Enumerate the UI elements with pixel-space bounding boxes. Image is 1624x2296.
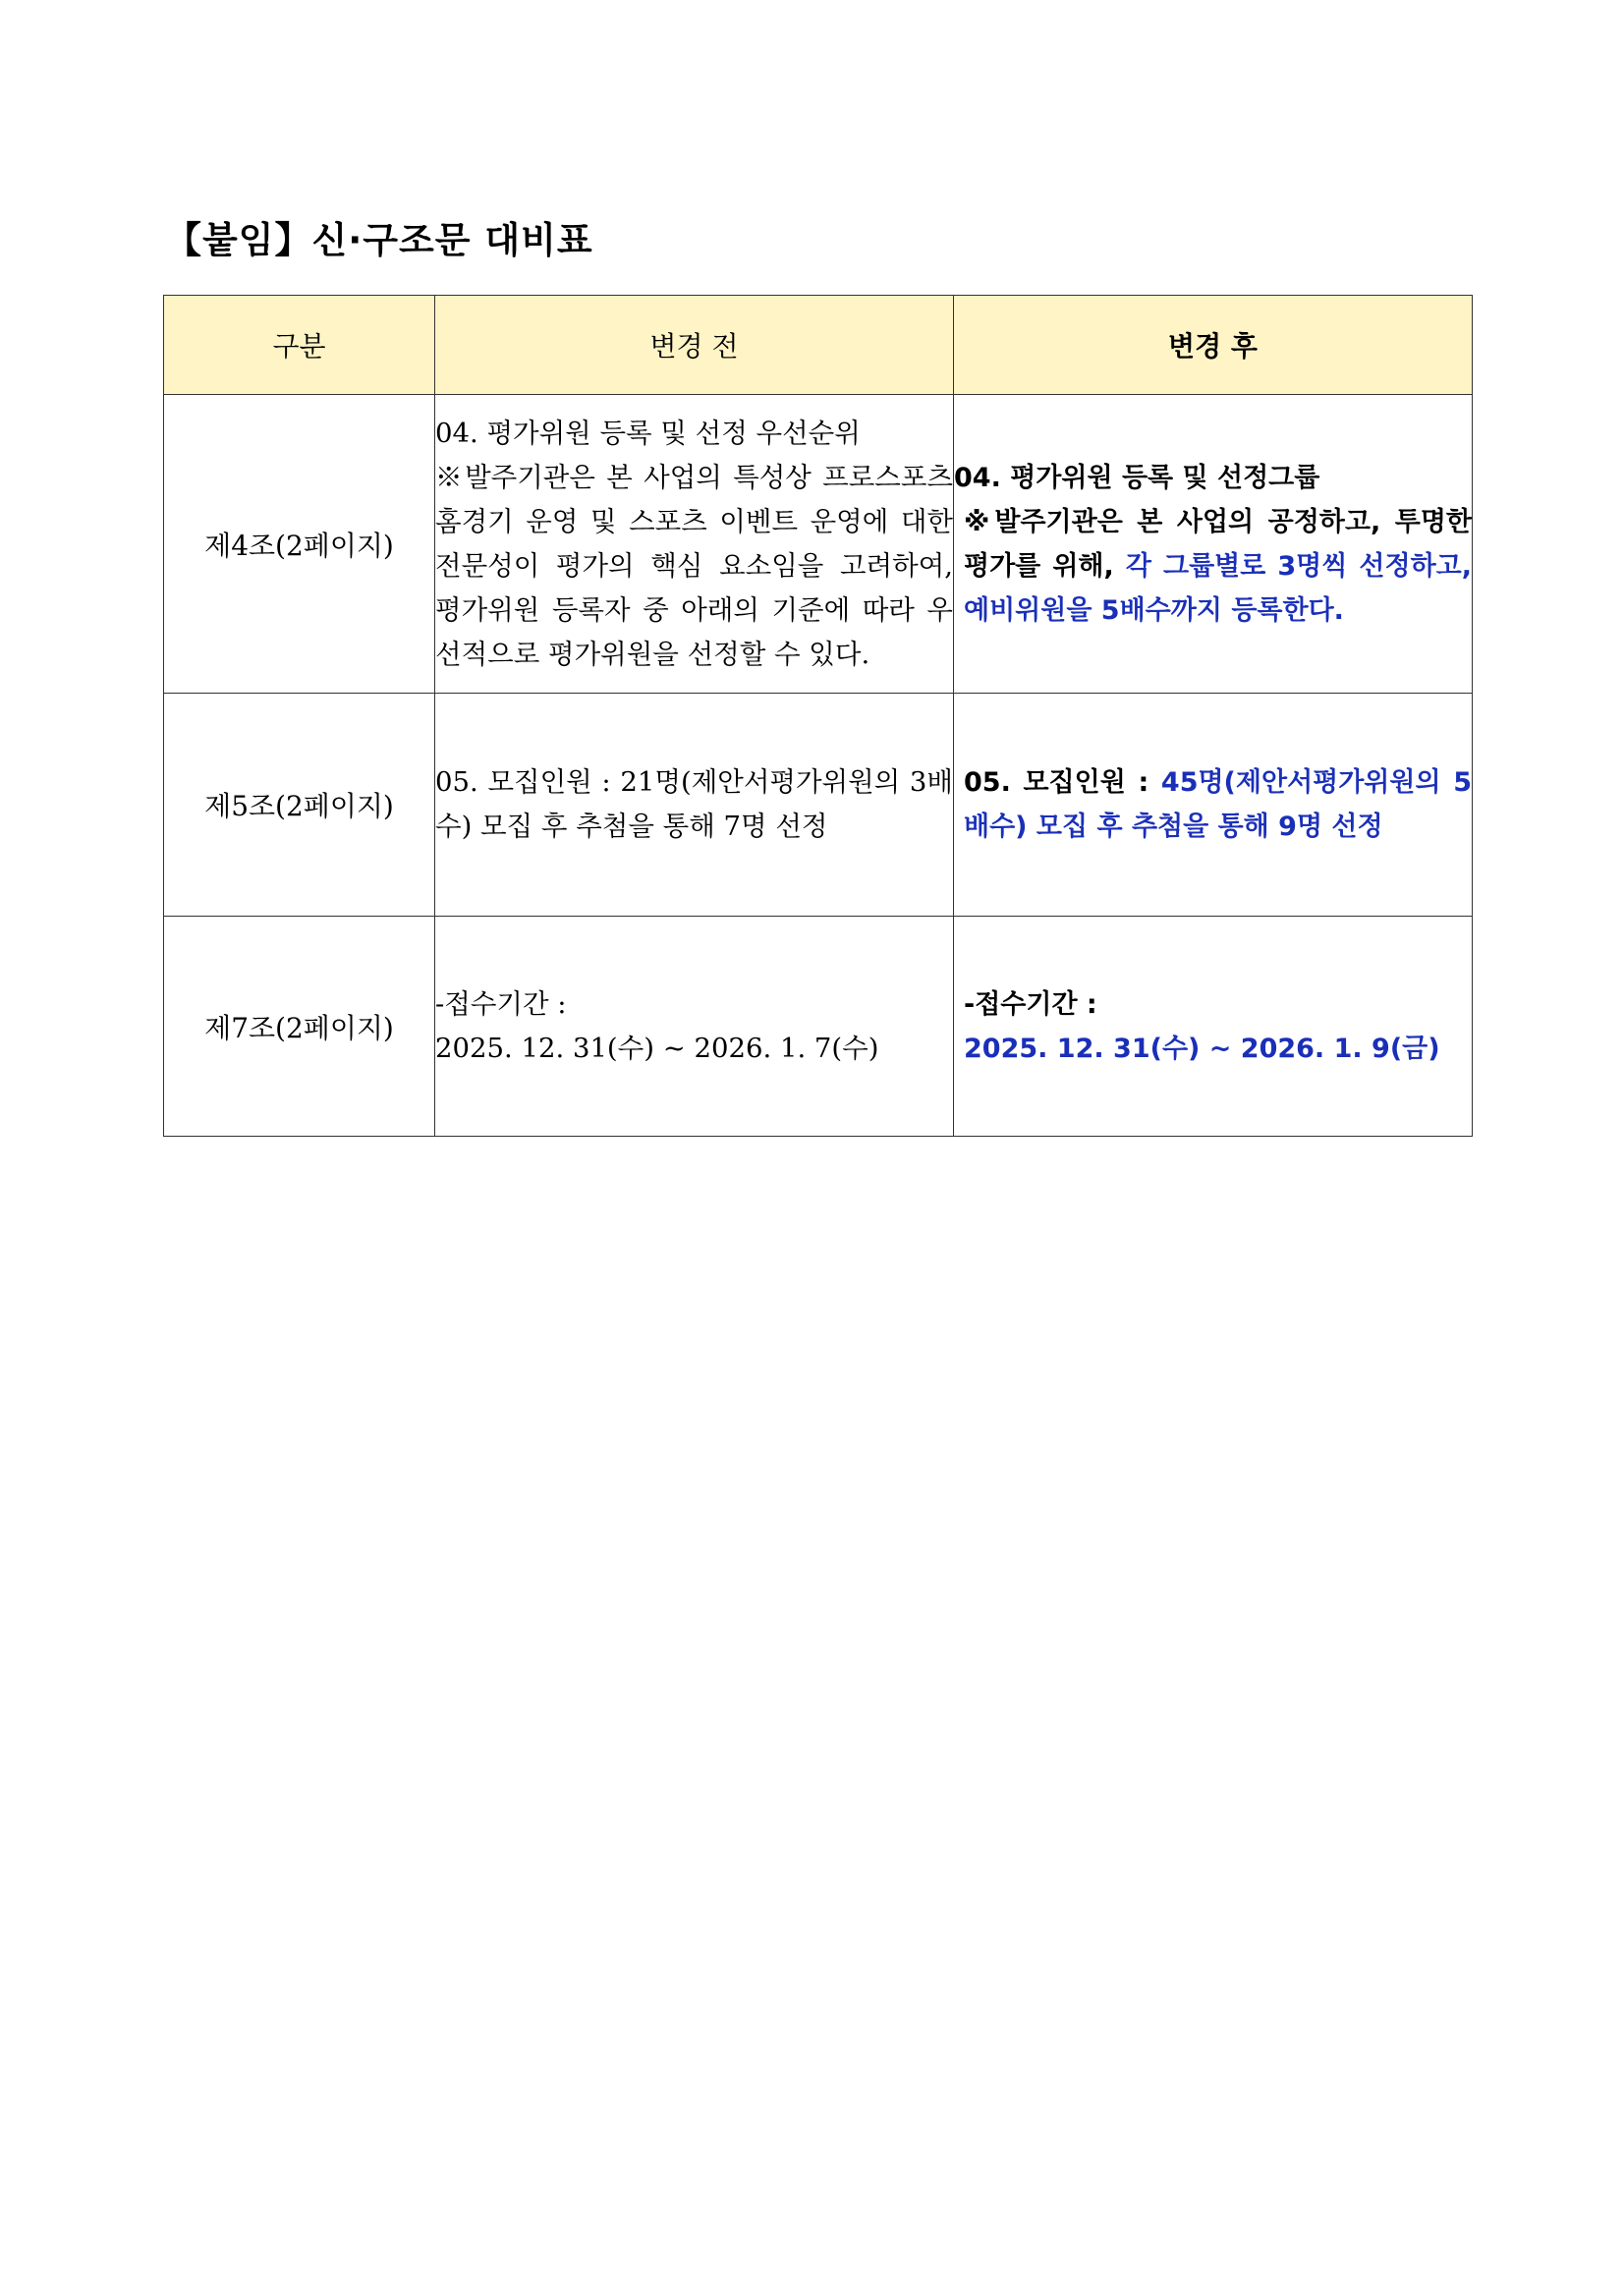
before-cell xyxy=(435,395,954,694)
comparison-table xyxy=(163,295,1473,1137)
before-label: -접수기간 : xyxy=(435,987,567,1020)
header-section: 구분 xyxy=(164,296,435,395)
before-heading: 04. 평가위원 등록 및 선정 우선순위 xyxy=(435,417,861,449)
header-after: 변경 후 xyxy=(954,296,1473,395)
before-text: ※발주기관은 본 사업의 특성상 프로스포츠 홈경기 운영 및 스포츠 이벤트 운영에 대한 전문성이 평가의 핵심 요소임을 고려하여, 평가위원 등록자 중 아래의 기준에 따라 우선적으로 평가위원을 선정할 수 있다. xyxy=(435,461,953,670)
before-text: 05. 모집인원 : 21명(제안서평가위원의 3배수) 모집 후 추첨을 통해 7명 선정 xyxy=(435,766,953,842)
header-before: 변경 전 xyxy=(435,296,954,395)
before-text: 2025. 12. 31(수) ~ 2026. 1. 7(수) xyxy=(435,1032,879,1064)
after-heading: 04. 평가위원 등록 및 선정그룹 xyxy=(954,462,1320,493)
after-text-changed: 2025. 12. 31(수) ~ 2026. 1. 9(금) xyxy=(964,1033,1440,1064)
section-cell: 제4조(2페이지) xyxy=(164,395,435,694)
after-text-changed: 각 그룹별로 3명씩 선정하고, 예비위원을 5배수까지 등록한다. xyxy=(964,550,1472,626)
after-text xyxy=(954,500,1472,633)
section-cell: 제7조(2페이지) xyxy=(164,917,435,1137)
after-cell xyxy=(954,694,1473,917)
after-cell xyxy=(954,917,1473,1137)
after-text-changed: 45명(제안서평가위원의 5배수) 모집 후 추첨을 통해 9명 선정 xyxy=(964,767,1472,842)
document-title: 【붙임】신·구조문 대비표 xyxy=(165,219,593,261)
table-header-row xyxy=(164,296,1473,395)
before-cell xyxy=(435,917,954,1137)
after-cell xyxy=(954,395,1473,694)
table-row xyxy=(164,694,1473,917)
section-cell: 제5조(2페이지) xyxy=(164,694,435,917)
after-text-unchanged: ※발주기관은 본 사업의 공정하고, 투명한 평가를 위해, xyxy=(964,506,1472,582)
table-row xyxy=(164,395,1473,694)
after-label: -접수기간 : xyxy=(964,988,1097,1020)
table-row xyxy=(164,917,1473,1137)
before-cell xyxy=(435,694,954,917)
after-text xyxy=(954,760,1472,849)
after-text-unchanged: 05. 모집인원 : xyxy=(964,767,1161,798)
